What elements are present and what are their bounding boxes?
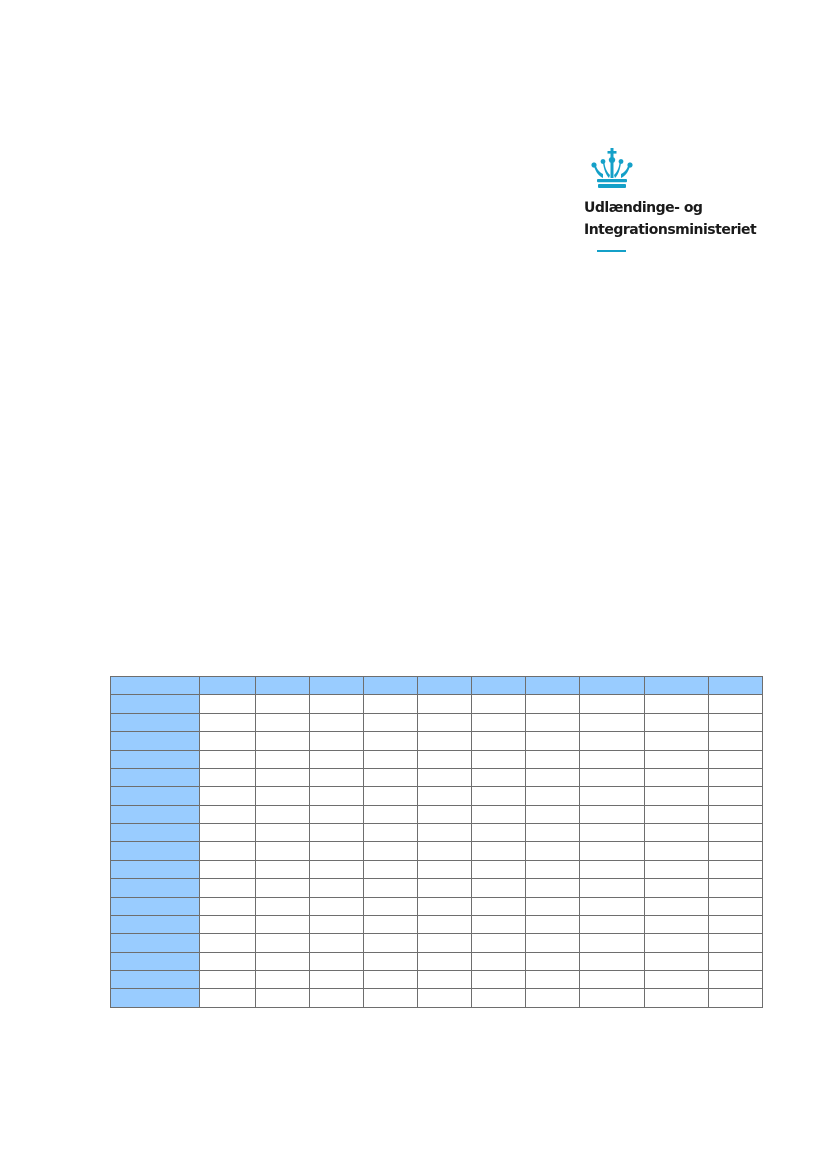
table-cell bbox=[418, 695, 472, 713]
table-cell bbox=[418, 713, 472, 731]
table-cell bbox=[200, 732, 256, 750]
table-header-cell bbox=[418, 677, 472, 695]
table-cell bbox=[310, 860, 364, 878]
table-cell bbox=[364, 695, 418, 713]
table-cell bbox=[472, 824, 526, 842]
data-table bbox=[110, 676, 763, 1008]
table-row-header-cell bbox=[111, 787, 200, 805]
table-cell bbox=[310, 915, 364, 933]
table-row bbox=[111, 824, 763, 842]
ministry-name-line-2: Integrationsministeriet bbox=[584, 222, 757, 238]
table-row bbox=[111, 732, 763, 750]
table-cell bbox=[526, 695, 580, 713]
table-cell bbox=[472, 768, 526, 786]
table-cell bbox=[256, 897, 310, 915]
table-row bbox=[111, 842, 763, 860]
table-cell bbox=[580, 713, 645, 731]
table-cell bbox=[418, 915, 472, 933]
table-header-cell bbox=[580, 677, 645, 695]
table-cell bbox=[709, 750, 763, 768]
table-cell bbox=[709, 842, 763, 860]
table-row bbox=[111, 915, 763, 933]
table-cell bbox=[580, 824, 645, 842]
table-cell bbox=[472, 842, 526, 860]
table-cell bbox=[200, 824, 256, 842]
table-cell bbox=[580, 750, 645, 768]
table-cell bbox=[364, 732, 418, 750]
table-cell bbox=[200, 897, 256, 915]
table-cell bbox=[364, 897, 418, 915]
table-cell bbox=[364, 971, 418, 989]
table-cell bbox=[709, 971, 763, 989]
table-cell bbox=[709, 879, 763, 897]
table-cell bbox=[364, 768, 418, 786]
table-cell bbox=[580, 842, 645, 860]
table-row bbox=[111, 879, 763, 897]
table-row bbox=[111, 971, 763, 989]
table-cell bbox=[418, 879, 472, 897]
table-row bbox=[111, 750, 763, 768]
table-row bbox=[111, 695, 763, 713]
table-cell bbox=[645, 915, 709, 933]
table-row bbox=[111, 713, 763, 731]
table-cell bbox=[200, 695, 256, 713]
table-cell bbox=[256, 768, 310, 786]
table-cell bbox=[526, 934, 580, 952]
table-cell bbox=[472, 805, 526, 823]
table-cell bbox=[709, 695, 763, 713]
table-cell bbox=[310, 952, 364, 970]
table-cell bbox=[256, 732, 310, 750]
ministry-name-line-1: Udlændinge- og bbox=[584, 200, 703, 216]
table-row bbox=[111, 860, 763, 878]
table-cell bbox=[418, 750, 472, 768]
table-row bbox=[111, 952, 763, 970]
table-cell bbox=[418, 989, 472, 1008]
table-cell bbox=[472, 897, 526, 915]
table-cell bbox=[418, 952, 472, 970]
table-cell bbox=[580, 787, 645, 805]
table-cell bbox=[580, 695, 645, 713]
table-cell bbox=[418, 971, 472, 989]
table-cell bbox=[310, 695, 364, 713]
table-cell bbox=[310, 842, 364, 860]
table-cell bbox=[709, 787, 763, 805]
table-cell bbox=[364, 879, 418, 897]
table-row-header-cell bbox=[111, 713, 200, 731]
table-cell bbox=[526, 713, 580, 731]
table-cell bbox=[526, 971, 580, 989]
table-header-cell bbox=[111, 677, 200, 695]
table-row-header-cell bbox=[111, 732, 200, 750]
table-row bbox=[111, 989, 763, 1008]
table-cell bbox=[526, 860, 580, 878]
table-cell bbox=[645, 879, 709, 897]
table-cell bbox=[709, 805, 763, 823]
table-cell bbox=[472, 915, 526, 933]
table-cell bbox=[310, 897, 364, 915]
table-cell bbox=[200, 952, 256, 970]
crown-icon bbox=[589, 148, 635, 190]
table-cell bbox=[580, 952, 645, 970]
table-cell bbox=[645, 805, 709, 823]
table-cell bbox=[709, 989, 763, 1008]
table-cell bbox=[472, 934, 526, 952]
table-cell bbox=[526, 989, 580, 1008]
ministry-name bbox=[584, 197, 756, 241]
table-cell bbox=[256, 879, 310, 897]
table-cell bbox=[200, 842, 256, 860]
table-header-cell bbox=[364, 677, 418, 695]
table-cell bbox=[364, 713, 418, 731]
table-cell bbox=[310, 732, 364, 750]
table-cell bbox=[256, 824, 310, 842]
table-row-header-cell bbox=[111, 934, 200, 952]
table-cell bbox=[200, 805, 256, 823]
table-cell bbox=[200, 989, 256, 1008]
table-cell bbox=[200, 768, 256, 786]
table-cell bbox=[418, 787, 472, 805]
table-cell bbox=[709, 952, 763, 970]
table-cell bbox=[709, 915, 763, 933]
table-cell bbox=[580, 768, 645, 786]
table-cell bbox=[200, 750, 256, 768]
table-cell bbox=[364, 952, 418, 970]
table-cell bbox=[526, 824, 580, 842]
table-row bbox=[111, 897, 763, 915]
table-row-header-cell bbox=[111, 897, 200, 915]
table-cell bbox=[645, 952, 709, 970]
table-cell bbox=[418, 860, 472, 878]
table-cell bbox=[580, 879, 645, 897]
table-cell bbox=[472, 971, 526, 989]
table-cell bbox=[418, 768, 472, 786]
table-cell bbox=[256, 713, 310, 731]
table-cell bbox=[580, 805, 645, 823]
table-cell bbox=[645, 787, 709, 805]
table-header-cell bbox=[526, 677, 580, 695]
table-header-cell bbox=[472, 677, 526, 695]
table-cell bbox=[200, 787, 256, 805]
table-row-header-cell bbox=[111, 695, 200, 713]
table-cell bbox=[310, 971, 364, 989]
table-row-header-cell bbox=[111, 824, 200, 842]
table-row-header-cell bbox=[111, 989, 200, 1008]
table-row-header-cell bbox=[111, 952, 200, 970]
table-cell bbox=[418, 805, 472, 823]
logo-underline bbox=[597, 250, 626, 252]
table-cell bbox=[645, 768, 709, 786]
table-cell bbox=[256, 750, 310, 768]
table-cell bbox=[526, 842, 580, 860]
table-cell bbox=[364, 989, 418, 1008]
table-cell bbox=[645, 897, 709, 915]
table-cell bbox=[256, 860, 310, 878]
table-cell bbox=[200, 860, 256, 878]
table-cell bbox=[256, 952, 310, 970]
table-cell bbox=[580, 732, 645, 750]
table-cell bbox=[580, 934, 645, 952]
table-cell bbox=[472, 952, 526, 970]
table-cell bbox=[256, 971, 310, 989]
table-cell bbox=[200, 713, 256, 731]
table-cell bbox=[418, 934, 472, 952]
table-cell bbox=[580, 915, 645, 933]
table-row bbox=[111, 934, 763, 952]
table-cell bbox=[256, 934, 310, 952]
table-cell bbox=[418, 824, 472, 842]
table-cell bbox=[310, 879, 364, 897]
table-cell bbox=[645, 934, 709, 952]
table-body bbox=[111, 677, 763, 1008]
table-row-header-cell bbox=[111, 750, 200, 768]
table-cell bbox=[364, 842, 418, 860]
table-cell bbox=[526, 768, 580, 786]
table-cell bbox=[526, 750, 580, 768]
table-cell bbox=[526, 879, 580, 897]
table-cell bbox=[256, 787, 310, 805]
table-cell bbox=[310, 713, 364, 731]
table-header-cell bbox=[645, 677, 709, 695]
table-cell bbox=[310, 805, 364, 823]
table-cell bbox=[310, 934, 364, 952]
table-cell bbox=[200, 934, 256, 952]
table-cell bbox=[256, 842, 310, 860]
table-row-header-cell bbox=[111, 860, 200, 878]
table-cell bbox=[310, 768, 364, 786]
table-cell bbox=[310, 750, 364, 768]
table-cell bbox=[364, 934, 418, 952]
table-cell bbox=[709, 713, 763, 731]
table-cell bbox=[472, 879, 526, 897]
table-cell bbox=[645, 860, 709, 878]
table-row-header-cell bbox=[111, 805, 200, 823]
table-cell bbox=[364, 915, 418, 933]
table-cell bbox=[645, 695, 709, 713]
table-cell bbox=[310, 989, 364, 1008]
table-cell bbox=[526, 805, 580, 823]
table-cell bbox=[645, 824, 709, 842]
table-header-cell bbox=[256, 677, 310, 695]
table-cell bbox=[256, 805, 310, 823]
table-row bbox=[111, 805, 763, 823]
table-cell bbox=[645, 842, 709, 860]
table-cell bbox=[645, 750, 709, 768]
table-cell bbox=[364, 860, 418, 878]
table-header-cell bbox=[200, 677, 256, 695]
table-cell bbox=[418, 897, 472, 915]
table-cell bbox=[472, 713, 526, 731]
table-cell bbox=[472, 860, 526, 878]
table-cell bbox=[256, 915, 310, 933]
table-row bbox=[111, 787, 763, 805]
table-row-header-cell bbox=[111, 879, 200, 897]
table-cell bbox=[418, 732, 472, 750]
table-cell bbox=[472, 787, 526, 805]
table-cell bbox=[580, 971, 645, 989]
table-cell bbox=[580, 860, 645, 878]
table-cell bbox=[472, 750, 526, 768]
table-cell bbox=[200, 879, 256, 897]
table-cell bbox=[310, 824, 364, 842]
table-header-cell bbox=[709, 677, 763, 695]
table-cell bbox=[709, 824, 763, 842]
table-cell bbox=[256, 695, 310, 713]
table-cell bbox=[364, 824, 418, 842]
table-header-cell bbox=[310, 677, 364, 695]
table-cell bbox=[472, 732, 526, 750]
table-cell bbox=[645, 713, 709, 731]
table-cell bbox=[526, 915, 580, 933]
table-cell bbox=[472, 989, 526, 1008]
table-cell bbox=[256, 989, 310, 1008]
table-cell bbox=[580, 897, 645, 915]
table-cell bbox=[472, 695, 526, 713]
table-cell bbox=[526, 787, 580, 805]
table-cell bbox=[364, 750, 418, 768]
table-cell bbox=[709, 860, 763, 878]
table-header-row bbox=[111, 677, 763, 695]
table-cell bbox=[310, 787, 364, 805]
table-cell bbox=[645, 732, 709, 750]
table-cell bbox=[364, 787, 418, 805]
table-cell bbox=[709, 768, 763, 786]
table-cell bbox=[709, 897, 763, 915]
table-row-header-cell bbox=[111, 842, 200, 860]
table-row-header-cell bbox=[111, 915, 200, 933]
table-cell bbox=[645, 989, 709, 1008]
table-row bbox=[111, 768, 763, 786]
table-cell bbox=[364, 805, 418, 823]
table-cell bbox=[580, 989, 645, 1008]
table-cell bbox=[526, 897, 580, 915]
table-cell bbox=[418, 842, 472, 860]
table-cell bbox=[526, 952, 580, 970]
table-cell bbox=[709, 934, 763, 952]
table-cell bbox=[645, 971, 709, 989]
table-cell bbox=[200, 971, 256, 989]
table-cell bbox=[709, 732, 763, 750]
table-cell bbox=[526, 732, 580, 750]
table-row-header-cell bbox=[111, 768, 200, 786]
table-cell bbox=[200, 915, 256, 933]
table-row-header-cell bbox=[111, 971, 200, 989]
